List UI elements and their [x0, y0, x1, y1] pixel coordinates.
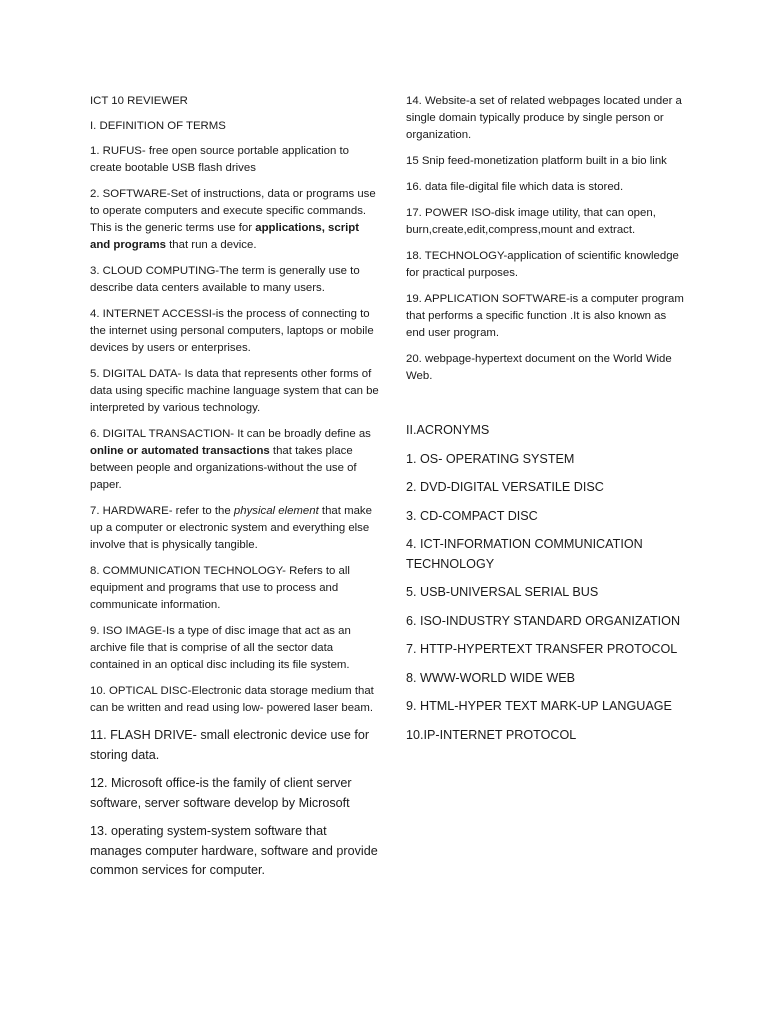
- acronym-3: 3. CD-COMPACT DISC: [406, 508, 538, 523]
- definition-3: 3. CLOUD COMPUTING-The term is generally use to describe data centers available to many users.: [90, 265, 360, 294]
- acronym-9: 9. HTML-HYPER TEXT MARK-UP LANGUAGE: [406, 699, 672, 713]
- document-title: ICT 10 REVIEWER: [90, 95, 188, 107]
- definition-12: 12. Microsoft office-is the family of client server software, server software develop by Microsoft: [90, 776, 352, 810]
- definition-4: 4. INTERNET ACCESSI-is the process of connecting to the internet using personal computers, laptops or mobile devices by users or enterprises.: [90, 308, 374, 354]
- definition-7: 7. HARDWARE- refer to the physical element that make up a computer or electronic system and everything else involve that is physically tangible.: [90, 505, 372, 551]
- definition-17: 17. POWER ISO-disk image utility, that can open, burn,create,edit,compress,mount and extract.: [406, 207, 656, 236]
- definition-9: 9. ISO IMAGE-Is a type of disc image that act as an archive file that is comprise of all the sector data contained in an optical disc including its file system.: [90, 625, 351, 671]
- acronym-2: 2. DVD-DIGITAL VERSATILE DISC: [406, 480, 604, 494]
- definition-16: 16. data file-digital file which data is stored.: [406, 181, 624, 193]
- section-acronyms-title: II.ACRONYMS: [406, 423, 490, 437]
- acronym-1: 1. OS- OPERATING SYSTEM: [406, 451, 575, 466]
- left-column: [90, 93, 380, 890]
- acronym-6: 6. ISO-INDUSTRY STANDARD ORGANIZATION: [406, 613, 681, 628]
- acronym-10: 10.IP-INTERNET PROTOCOL: [406, 727, 577, 742]
- definition-11: 11. FLASH DRIVE- small electronic device use for storing data.: [90, 728, 370, 762]
- definition-18: 18. TECHNOLOGY-application of scientific knowledge for practical purposes.: [406, 250, 679, 279]
- definition-1: 1. RUFUS- free open source portable application to create bootable USB flash drives: [90, 145, 349, 174]
- definition-13: 13. operating system-system software that manages computer hardware, software and provide common services for computer.: [90, 824, 378, 877]
- definition-6: 6. DIGITAL TRANSACTION- It can be broadly define as online or automated transactions that takes place between people and organizations-without the use of paper.: [90, 428, 371, 491]
- acronym-7: 7. HTTP-HYPERTEXT TRANSFER PROTOCOL: [406, 642, 678, 656]
- definition-5: 5. DIGITAL DATA- Is data that represents other forms of data using specific machine language system that can be interpreted by various technology.: [90, 368, 379, 414]
- definition-19: 19. APPLICATION SOFTWARE-is a computer program that performs a specific function .It is also known as end user program.: [406, 293, 684, 339]
- definition-8: 8. COMMUNICATION TECHNOLOGY- Refers to all equipment and programs that use to process and communicate information.: [90, 565, 350, 611]
- definition-20: 20. webpage-hypertext document on the World Wide Web.: [406, 353, 672, 382]
- acronym-8: 8. WWW-WORLD WIDE WEB: [406, 670, 576, 685]
- definition-14: 14. Website-a set of related webpages located under a single domain typically produce by single person or organization.: [406, 95, 682, 141]
- definition-15: 15 Snip feed-monetization platform built in a bio link: [406, 155, 667, 167]
- acronym-5: 5. USB-UNIVERSAL SERIAL BUS: [406, 585, 599, 599]
- right-column: [406, 93, 686, 754]
- section-definitions-title: I. DEFINITION OF TERMS: [90, 120, 226, 132]
- acronym-4: 4. ICT-INFORMATION COMMUNICATION TECHNOLOGY: [406, 537, 643, 571]
- definition-2: 2. SOFTWARE-Set of instructions, data or programs use to operate computers and execute specific commands. This is the generic terms use for applications, script and programs that run a device.: [90, 188, 376, 251]
- definition-10: 10. OPTICAL DISC-Electronic data storage medium that can be written and read using low- powered laser beam.: [90, 685, 374, 714]
